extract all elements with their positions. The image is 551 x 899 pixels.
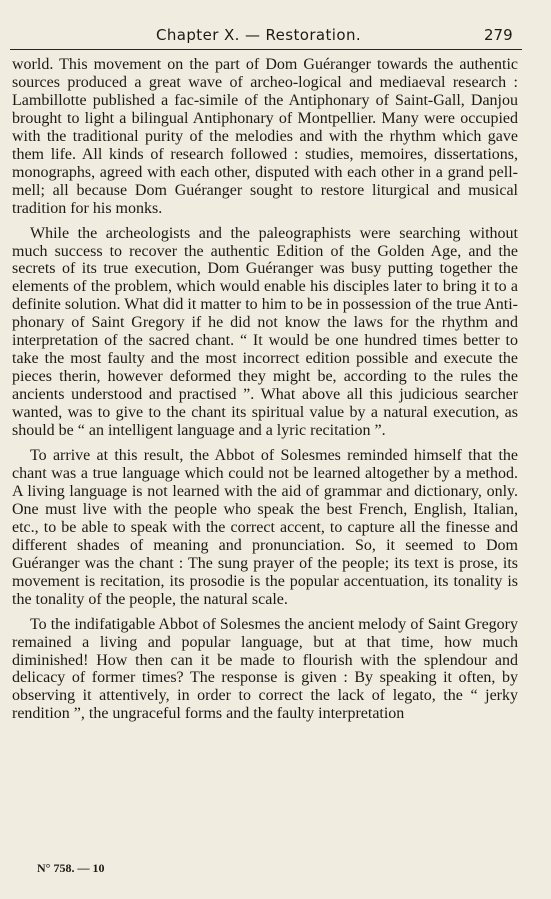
paragraph-4: To the indifatigable Abbot of Solesmes the ancient melody of Saint Gregory remained a living and popular language, but at that time, how much diminished! How then can it be made to flourish with the splendour and delicacy of former times? The response is given : By speaking it often, by observing it attentively, in order to correct the lack of legato, the “ jerky rendition ”, the ungraceful forms and the faulty interpretation [12, 615, 518, 723]
body-text [12, 56, 518, 730]
running-head [0, 26, 551, 46]
signature-mark: N° 758. — 10 [37, 861, 105, 875]
header-rule [10, 49, 522, 50]
chapter-title: Chapter X. — Restoration. [156, 26, 362, 44]
paragraph-3: To arrive at this result, the Abbot of Solesmes reminded himself that the chant was a true language which could not be learned altogether by a method. A living language is not learned with the aid of grammar and dictionary, only. One must live with the people who speak the best French, English, Italian, etc., to be able to speak with the correct accent, to capture all the finesse and different shades of meaning and pronunciation. So, it seemed to Dom Guéranger was the chant : The sung prayer of the people; its text is prose, its movement is recitation, its prosodie is the popular accentuation, its tonality is the tonality of the people, the natural scale. [12, 447, 518, 608]
page-number: 279 [484, 26, 513, 44]
paragraph-1: world. This movement on the part of Dom Guéranger towards the authentic sources produced a great wave of archeo-logical and mediaeval research : Lambillotte published a fac-simile of the Antiphonary of Saint-Gall, Danjou brought to light a bilingual Antiphonary of Montpellier. Many were occupied with the traditional purity of the melodies and with the rhythm which gave them life. All kinds of research followed : studies, memoires, dissertations, monographs, agreed with each other, disputed with each other in a grand pell-mell; all because Dom Guéranger sought to restore liturgical and musical tradition for his monks. [12, 56, 518, 217]
paragraph-2: While the archeologists and the paleographists were searching without much success to recover the authentic Edition of the Golden Age, and the secrets of its true execution, Dom Guéranger was busy putting together the elements of the problem, which would enable his disciples later to bring it to a definite solution. What did it matter to him to be in possession of the true Anti-phonary of Saint Gregory if he did not know the laws for the rhythm and interpretation of the sacred chant. “ It would be one hundred times better to take the most faulty and the most incorrect edition possible and execute the pieces therin, however deformed they might be, according to the rules the ancients understood and practised ”. What above all this judicious searcher wanted, was to give to the chant its spiritual value by a natural execution, as should be “ an intelligent language and a lyric recitation ”. [12, 224, 518, 440]
